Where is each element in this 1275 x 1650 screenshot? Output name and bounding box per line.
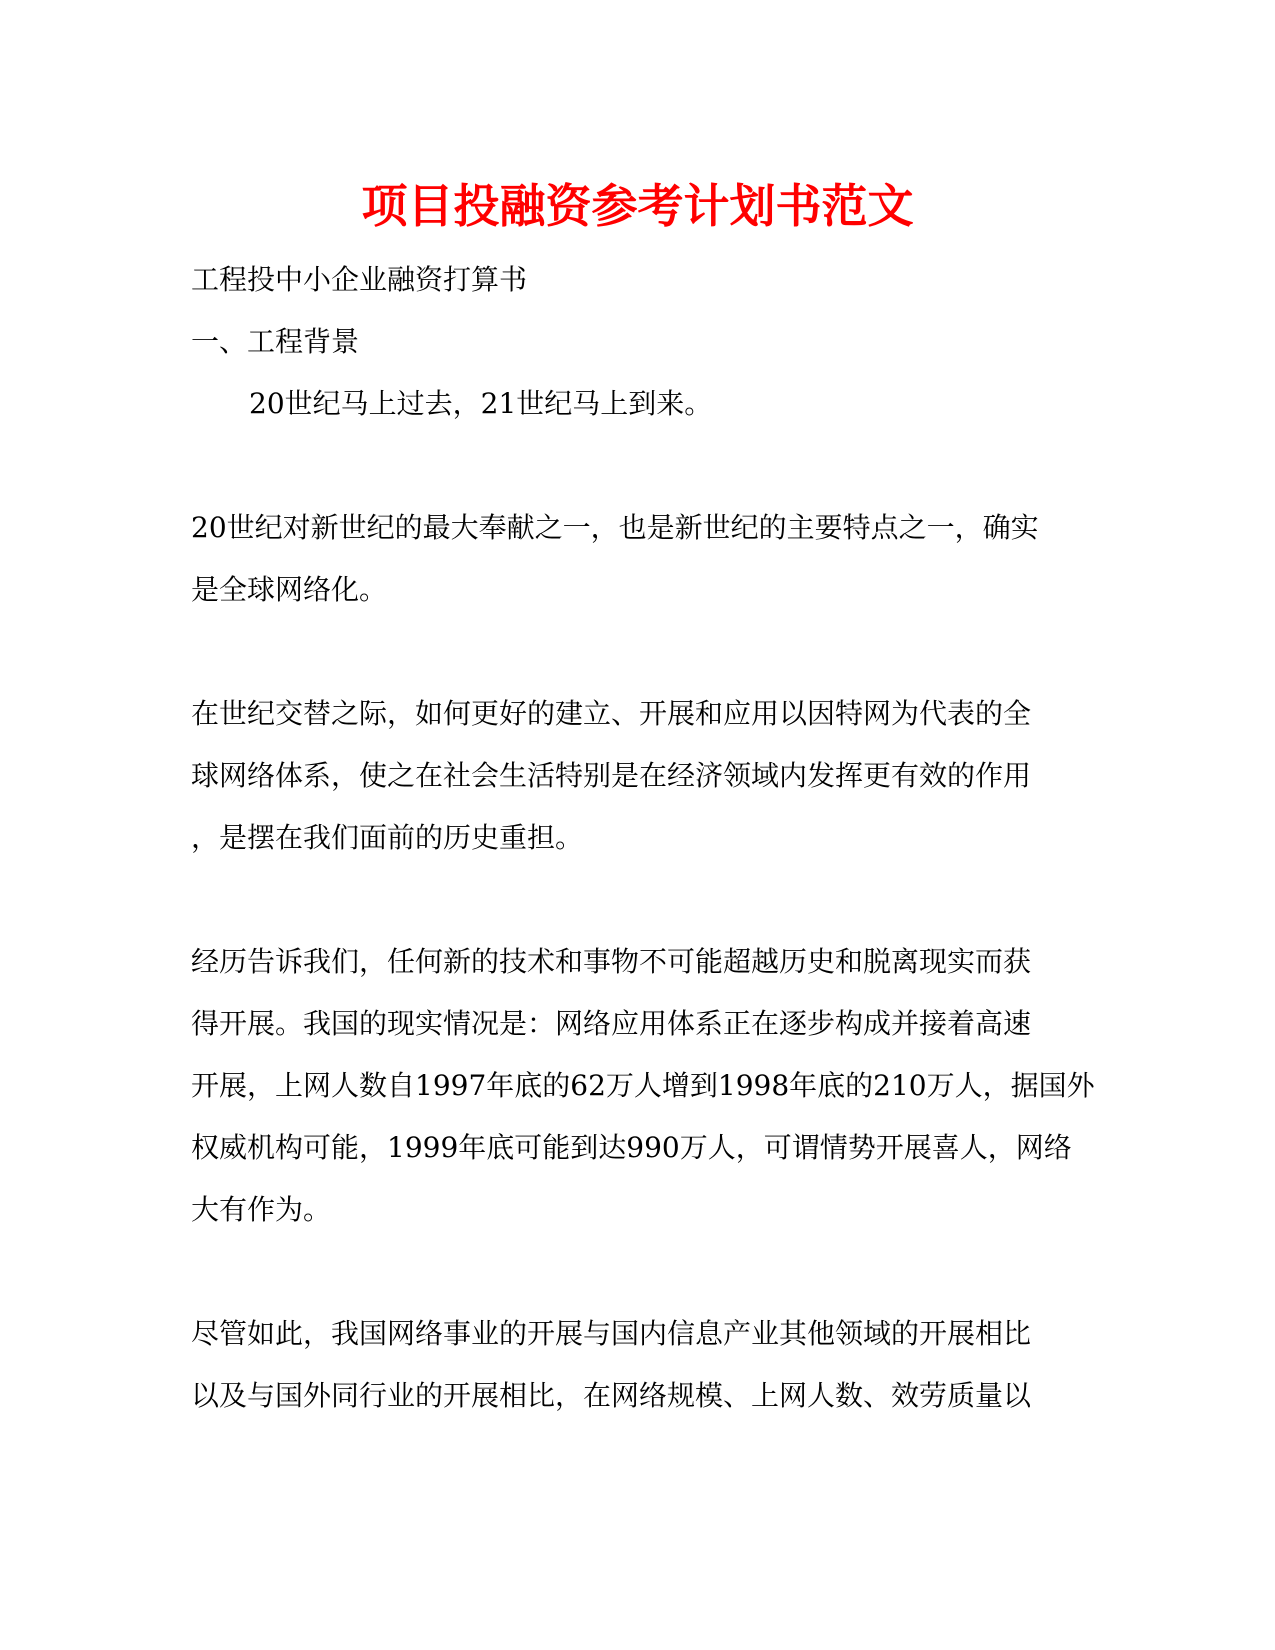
paragraph-line: 球网络体系，使之在社会生活特别是在经济领域内发挥更有效的作用 [191,759,1032,792]
paragraph-line: 得开展。我国的现实情况是：网络应用体系正在逐步构成并接着高速 [191,1007,1032,1040]
section-heading: 一、工程背景 [191,325,360,358]
paragraph-line: 20世纪对新世纪的最大奉献之一，也是新世纪的主要特点之一，确实 [191,511,1039,544]
paragraph-line: 20世纪马上过去，21世纪马上到来。 [249,387,713,420]
paragraph-line: 是全球网络化。 [191,573,388,606]
paragraph-line: 经历告诉我们，任何新的技术和事物不可能超越历史和脱离现实而获 [191,945,1032,978]
paragraph-line: 尽管如此，我国网络事业的开展与国内信息产业其他领域的开展相比 [191,1317,1032,1350]
paragraph-line: 大有作为。 [191,1193,332,1226]
paragraph-line: 在世纪交替之际，如何更好的建立、开展和应用以因特网为代表的全 [191,697,1032,730]
document-title: 项目投融资参考计划书范文 [361,179,914,233]
paragraph-line: ，是摆在我们面前的历史重担。 [191,821,584,854]
paragraph-line: 以及与国外同行业的开展相比，在网络规模、上网人数、效劳质量以 [191,1379,1032,1412]
paragraph-line: 开展，上网人数自1997年底的62万人增到1998年底的210万人，据国外 [191,1069,1095,1102]
subtitle-line: 工程投中小企业融资打算书 [191,263,528,296]
paragraph-line: 权威机构可能，1999年底可能到达990万人，可谓情势开展喜人，网络 [191,1131,1072,1164]
